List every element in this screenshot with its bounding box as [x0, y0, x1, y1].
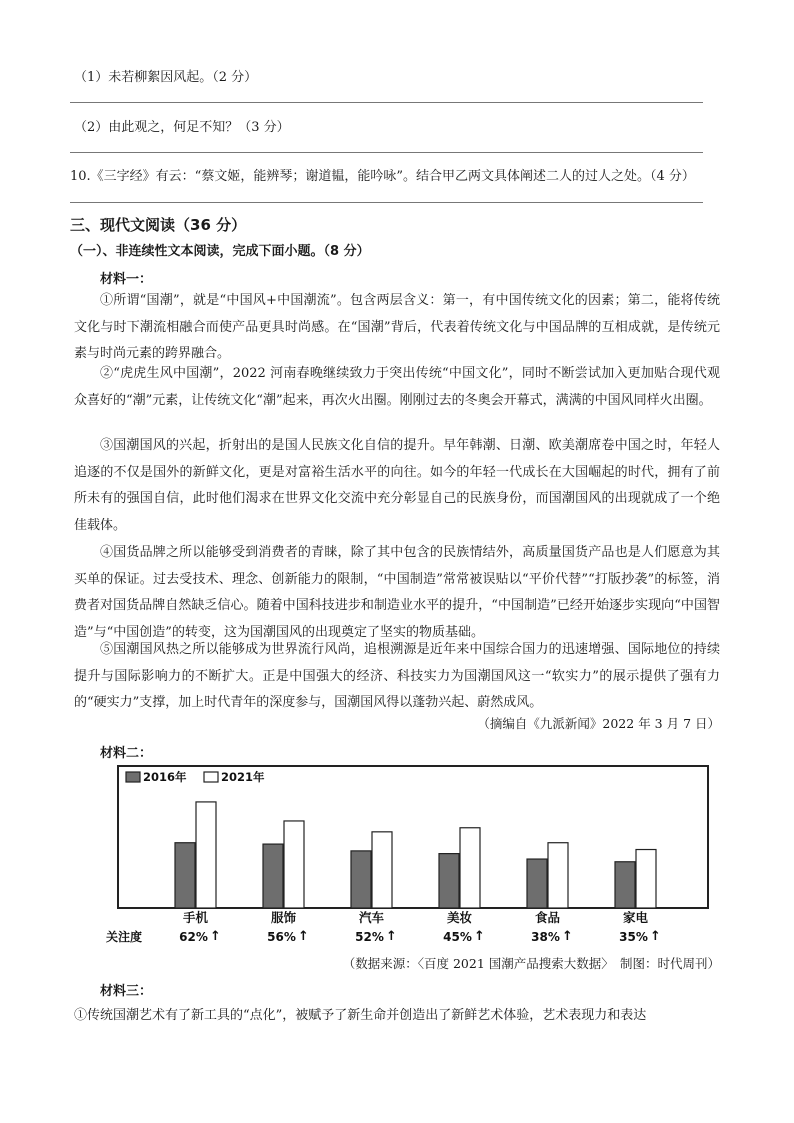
question-9-1: （1）未若柳絮因风起。（2 分）: [74, 70, 258, 85]
category-label: 家电: [622, 910, 649, 925]
growth-label: 62%: [179, 930, 208, 944]
material-1-citation: （摘编自《九派新闻》2022 年 3 月 7 日）: [477, 716, 720, 731]
up-arrow-icon: ↑: [298, 929, 309, 944]
category-label: 服饰: [270, 910, 297, 925]
bar-y2016-2: [351, 851, 371, 908]
answer-line-1: [70, 102, 703, 103]
legend-label-1: 2021年: [221, 770, 265, 784]
answer-line-2: [70, 152, 703, 153]
category-label: 汽车: [358, 910, 385, 925]
row-label: 关注度: [106, 930, 143, 944]
up-arrow-icon: ↑: [650, 929, 661, 944]
material-1-label: 材料一：: [100, 272, 153, 287]
bar-y2016-4: [527, 859, 547, 908]
up-arrow-icon: ↑: [562, 929, 573, 944]
bar-y2021-1: [284, 821, 304, 908]
material-1-paragraph-1: ①所谓“国潮”，就是“中国风+中国潮流”。包含两层含义：第一，有中国传统文化的因素；第二，能将传统文化与时下潮流相融合而使产品更具时尚感。在“国潮”背后，代表着传统文化与中国品牌的互相成就，是传统元素与时尚元素的跨界融合。: [74, 293, 720, 361]
growth-label: 45%: [443, 930, 472, 944]
category-label: 食品: [534, 910, 561, 925]
bar-y2016-5: [615, 862, 635, 908]
material-1-paragraph-2: ②“虎虎生风中国潮”，2022 河南春晚继续致力于突出传统“中国文化”，同时不断尝试加入更加贴合现代观众喜好的“潮”元素，让传统文化“潮”起来，再次火出圈。刚刚过去的冬奥会开幕式，满满的中国风同样火出圈。: [74, 366, 720, 408]
material-1-paragraph-5: ⑤国潮国风热之所以能够成为世界流行风尚，追根溯源是近年来中国综合国力的迅速增强、国际地位的持续提升与国际影响力的不断扩大。正是中国强大的经济、科技实力为国潮国风这一“软实力”的展示提供了强有力的“硬实力”支撑，加上时代青年的深度参与，国潮国风得以蓬勃兴起、蔚然成风。: [74, 642, 720, 710]
category-label: 手机: [182, 910, 209, 925]
question-10: 10.《三字经》有云：“蔡文姬，能辨琴；谢道韫，能吟咏”。结合甲乙两文具体阐述二人的过人之处。（4 分）: [70, 169, 695, 184]
attention-bar-chart: [100, 764, 728, 952]
legend-label-0: 2016年: [143, 770, 187, 784]
bar-y2016-3: [439, 854, 459, 908]
bar-y2021-2: [372, 832, 392, 908]
material-3-label: 材料三：: [100, 984, 153, 999]
chart-svg: [100, 764, 728, 952]
bar-y2021-5: [636, 850, 656, 908]
bar-y2021-0: [196, 802, 216, 908]
growth-label: 38%: [531, 930, 560, 944]
growth-label: 56%: [267, 930, 296, 944]
material-2-label: 材料二：: [100, 746, 153, 761]
material-1-paragraph-3: ③国潮国风的兴起，折射出的是国人民族文化自信的提升。早年韩潮、日潮、欧美潮席卷中国之时，年轻人追逐的不仅是国外的新鲜文化，更是对富裕生活水平的向往。如今的年轻一代成长在大国崛起的时代，拥有了前所未有的强国自信，此时他们渴求在世界文化交流中充分彰显自己的民族身份，而国潮国风的出现就成了一个绝佳载体。: [74, 438, 720, 533]
growth-label: 52%: [355, 930, 384, 944]
chart-source: （数据来源：〈百度 2021 国潮产品搜索大数据〉 制图：时代周刊）: [342, 956, 720, 971]
bar-y2016-1: [263, 844, 283, 908]
answer-line-3: [70, 202, 703, 203]
up-arrow-icon: ↑: [210, 929, 221, 944]
material-3-first-line: ①传统国潮艺术有了新工具的“点化”，被赋予了新生命并创造出了新鲜艺术体验，艺术表现力和表达: [74, 1008, 647, 1023]
up-arrow-icon: ↑: [386, 929, 397, 944]
bar-y2021-4: [548, 843, 568, 908]
question-9-2: （2）由此观之，何足不知？（3 分）: [74, 120, 290, 135]
bar-y2016-0: [175, 843, 195, 908]
legend-swatch-1: [204, 772, 218, 782]
growth-label: 35%: [619, 930, 648, 944]
material-1-paragraph-4: ④国货品牌之所以能够受到消费者的青睐，除了其中包含的民族情结外，高质量国货产品也是人们愿意为其买单的保证。过去受技术、理念、创新能力的限制，“中国制造”常常被误贴以“平价代替”“打版抄袭”的标签，消费者对国货品牌自然缺乏信心。随着中国科技进步和制造业水平的提升，“中国制造”已经开始逐步实现向“中国智造”与“中国创造”的转变，这为国潮国风的出现奠定了坚实的物质基础。: [74, 545, 720, 640]
subsection-title: （一）、非连续性文本阅读，完成下面小题。（8 分）: [70, 244, 370, 259]
bar-y2021-3: [460, 828, 480, 908]
legend-swatch-0: [126, 772, 140, 782]
section-title: 三、现代文阅读（36 分）: [70, 216, 247, 234]
up-arrow-icon: ↑: [474, 929, 485, 944]
category-label: 美妆: [446, 910, 473, 925]
